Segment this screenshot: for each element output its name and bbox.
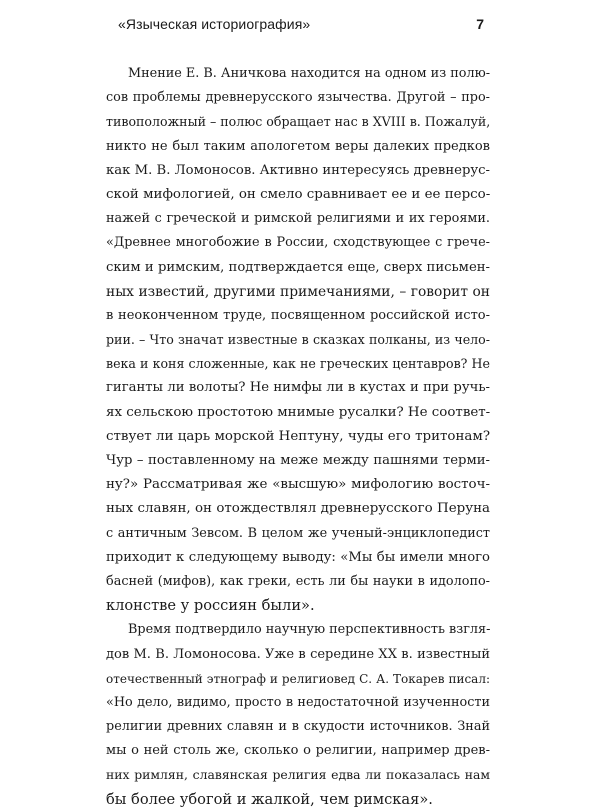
- text-line: них римлян, славянская религия едва ли показалась нам: [106, 767, 490, 783]
- text-line: Время подтвердило научную перспективность взгля-: [128, 622, 491, 638]
- paragraph: [106, 618, 490, 812]
- text-line: тивоположный – полюс обращает нас в XVIII в. Пожалуй,: [106, 114, 491, 130]
- text-line: приходит к следующему выводу: «Мы бы имели много: [106, 549, 490, 565]
- text-line: сов проблемы древнерусского язычества. Другой – про-: [106, 90, 490, 106]
- text-line: рии. – Что значат известные в сказках полканы, из чело-: [106, 332, 490, 348]
- text-line: «Древнее многобожие в России, сходствующее с грече-: [106, 235, 490, 251]
- text-line: ных славян, он отождествлял древнерусского Перуна: [106, 501, 490, 517]
- text-line: религии древних славян и в скудости источников. Знай: [106, 719, 490, 735]
- text-line: гиганты ли волоты? Не нимфы ли в кустах и при ручь-: [106, 380, 490, 396]
- text-line: ским и римским, подтверждается еще, сверх письмен-: [106, 259, 490, 275]
- text-line: ну?» Рассматривая же «высшую» мифологию восточ-: [106, 477, 490, 493]
- running-title: «Языческая историография»: [118, 16, 311, 32]
- text-line: века и коня сложенные, как не греческих центавров? Не: [106, 356, 490, 372]
- text-line: как М. В. Ломоносов. Активно интересуясь древнерус-: [106, 162, 490, 178]
- text-line: дов М. В. Ломоносова. Уже в середине XX в. известный: [106, 646, 490, 662]
- text-line: ской мифологией, он смело сравнивает ее и ее персо-: [106, 186, 491, 202]
- text-line: нажей с греческой и римской религиями и их героями.: [106, 211, 490, 227]
- text-line: никто не был таким апологетом веры далеких предков: [106, 138, 490, 154]
- text-line: ных известий, другими примечаниями, – говорит он: [106, 283, 490, 300]
- text-line: Мнение Е. В. Аничкова находится на одном из полю-: [128, 66, 491, 81]
- text-line: клонстве у россиян были».: [106, 597, 315, 615]
- text-line: в неоконченном труде, посвященном российской исто-: [106, 307, 490, 323]
- text-line: мы о ней столь же, сколько о религии, например древ-: [106, 743, 490, 759]
- text-line: басней (мифов), как греки, есть ли бы науки в идолопо-: [106, 573, 490, 589]
- text-line: ствует ли царь морской Нептуну, чуды его тритонам?: [106, 428, 490, 444]
- paragraph: [106, 62, 490, 618]
- text-line: ях сельскою простотою мнимые русалки? Не соответ-: [106, 404, 491, 420]
- text-line: отечественный этнограф и религиовед С. А. Токарев писал:: [106, 671, 490, 686]
- page-number: 7: [476, 16, 484, 32]
- text-line: «Но дело, видимо, просто в недостаточной изученности: [106, 694, 490, 710]
- text-line: Чур – поставленному на меже между пашнями терми-: [106, 453, 490, 468]
- text-line: бы более убогой и жалкой, чем римская».: [106, 790, 433, 808]
- body-text: [106, 62, 490, 812]
- text-line: с античным Зевсом. В целом же ученый-энциклопедист: [106, 525, 490, 541]
